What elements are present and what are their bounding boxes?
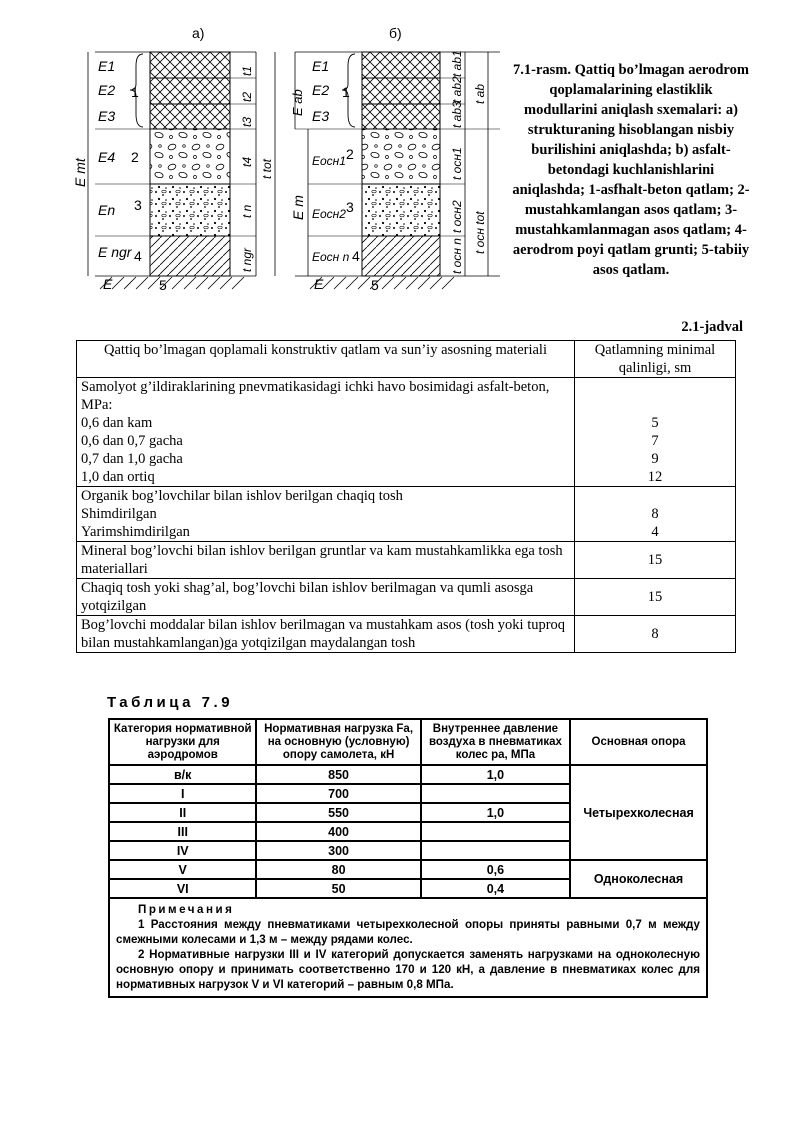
- row-value: 15: [575, 579, 736, 616]
- num-5: 5: [159, 277, 167, 293]
- cell-category: в/к: [109, 765, 256, 784]
- table2-notes: [108, 899, 708, 998]
- t-ab-total: t ab: [473, 83, 487, 104]
- scheme-b: [290, 50, 500, 293]
- table-header-row: [77, 341, 736, 378]
- row-text: Mineral bog’lovchi bilan ishlov berilgan gruntlar va kam mustahkamlikka ega tosh materiallari: [77, 542, 575, 579]
- header-material: Qattiq bo’lmagan qoplamali konstruktiv qatlam va sun’iy asosning materiali: [77, 341, 575, 378]
- cell-load: 300: [256, 841, 420, 860]
- e-layer-3: E3: [312, 108, 330, 124]
- e-layer-ngr: E ngr: [98, 244, 132, 260]
- cell-load: 400: [256, 822, 420, 841]
- row-text: Chaqiq tosh yoki shag’al, bog’lovchi bilan ishlov berilmagan va qumli asosga yotqizilgan: [77, 579, 575, 616]
- cell-category: I: [109, 784, 256, 803]
- row-value: 8: [575, 616, 736, 653]
- cell-category: V: [109, 860, 256, 879]
- table-row: [77, 616, 736, 653]
- table-row: [77, 378, 736, 487]
- table1: [76, 340, 736, 653]
- table2-title: Таблица 7.9: [107, 694, 234, 711]
- note-1: 1 Расстояния между пневматиками четырехколесной опоры приняты равными 0,7 м между смежными колесами и 1,3 м – между рядами колес.: [116, 918, 700, 946]
- header-pressure: Внутреннее давление воздуха в пневматиках колес pa, МПа: [421, 719, 570, 765]
- e-layer-2: E2: [98, 82, 116, 98]
- cell-pressure: 0,6: [421, 860, 570, 879]
- cell-pressure: [421, 841, 570, 860]
- support-four-wheel: Четырехколесная: [570, 765, 707, 860]
- cell-category: III: [109, 822, 256, 841]
- num-2: 2: [131, 149, 139, 165]
- num-4: 4: [352, 248, 360, 264]
- cell-category: IV: [109, 841, 256, 860]
- cell-load: 550: [256, 803, 420, 822]
- num-5: 5: [371, 277, 379, 293]
- note-2: 2 Нормативные нагрузки III и IV категорий допускается заменять нагрузками на одноколесную основную опору и принимать соответственно 170 и 120 кН, а давление в пневматиках колес для нормативных нагрузок V и VI категорий – равным 0,8 МПа.: [116, 948, 700, 991]
- t-osn-2: t осн2: [450, 200, 464, 233]
- num-4: 4: [134, 248, 142, 264]
- t-2: t2: [240, 91, 254, 102]
- row-text: 0,6 dan kam: [81, 415, 153, 431]
- row-text: Samolyot g’ildiraklarining pnevmatikasidagi ichki havo bosimidagi asfalt-beton, MPa:: [81, 379, 550, 413]
- notes-title: Примечания: [138, 903, 235, 916]
- row-text: 0,7 dan 1,0 gacha: [81, 451, 183, 467]
- e-ab-label: E ab: [290, 89, 305, 116]
- e-osn-1: Eосн1: [312, 154, 346, 168]
- row-value: 5: [651, 415, 659, 431]
- t-ab-1: t ab1: [450, 50, 464, 77]
- row-value: 8: [651, 506, 659, 522]
- e-osn-2: Eосн2: [312, 207, 346, 221]
- num-1: 1: [342, 84, 350, 100]
- row-text: 0,6 dan 0,7 gacha: [81, 433, 183, 449]
- header-support: Основная опора: [570, 719, 707, 765]
- row-text: 1,0 dan ortiq: [81, 469, 155, 485]
- t-ngr: t ngr: [240, 247, 254, 272]
- row-text: Organik bog’lovchilar bilan ishlov berilgan chaqiq tosh: [81, 488, 403, 504]
- num-2: 2: [346, 146, 354, 162]
- e-layer-1: E1: [312, 58, 330, 74]
- e-layer-n: En: [98, 202, 116, 218]
- e-layer-4: E4: [98, 149, 116, 165]
- row-text: Shimdirilgan: [81, 506, 157, 522]
- t-n: t n: [240, 204, 254, 218]
- table-header-row: [109, 719, 707, 765]
- table-row: [77, 579, 736, 616]
- header-load: Нормативная нагрузка Fa, на основную (условную) опору самолета, кН: [256, 719, 420, 765]
- cell-pressure: 1,0: [421, 765, 570, 784]
- e-osn-n: Eосн n: [312, 250, 350, 264]
- scheme-a: [72, 52, 275, 293]
- figure-caption: 7.1-rasm. Qattiq bo’lmagan aerodrom qoplamalarining elastiklik modullarini aniqlash sxemalari: a) strukturaning hisoblangan nisbiy burilishini aniqlashda; b) asfalt-betondagi kuchlanishlarini aniqlashda; 1-asfhalt-beton qatlam; 2-mustahkamlangan asos qatlam; 3- mustahkamlanmagan asos qatlam; 4-aerodrom poyi qatlam grunti; 5-tabiiy asos qatlam.: [512, 62, 750, 278]
- cell-category: II: [109, 803, 256, 822]
- t-ab-2: t ab2: [450, 76, 464, 103]
- e-layer-1: E1: [98, 58, 116, 74]
- label-a: а): [192, 25, 205, 41]
- t-ab-3: t ab3: [450, 101, 464, 128]
- table-row: [77, 542, 736, 579]
- table-row: [109, 860, 707, 879]
- t-osn-1: t осн1: [450, 147, 464, 180]
- cell-load: 80: [256, 860, 420, 879]
- row-value: 7: [651, 433, 659, 449]
- e-layer-3: E3: [98, 108, 116, 124]
- support-one-wheel: Одноколесная: [570, 860, 707, 898]
- row-value: 9: [651, 451, 659, 467]
- cell-load: 850: [256, 765, 420, 784]
- table-row: [77, 487, 736, 542]
- num-1: 1: [131, 84, 139, 100]
- row-text: Bog’lovchi moddalar bilan ishlov berilmagan va mustahkam asos (tosh yoki tuproq bilan mustahkamlangan)ga yotqizilgan maydalangan tosh: [77, 616, 575, 653]
- cell-load: 700: [256, 784, 420, 803]
- num-3: 3: [346, 199, 354, 215]
- t-osn-n: t осн n: [450, 238, 464, 274]
- cell-load: 50: [256, 879, 420, 898]
- e-base: E: [314, 276, 324, 292]
- t-tot: t tot: [260, 158, 274, 179]
- label-b: б): [389, 25, 402, 41]
- e-m-label: E m: [290, 195, 306, 220]
- t-4: t4: [240, 156, 254, 167]
- t-3: t3: [240, 116, 254, 127]
- layer-scheme-figure: [70, 22, 510, 322]
- table-row: [109, 765, 707, 784]
- header-category: Категория нормативной нагрузки для аэродромов: [109, 719, 256, 765]
- table1-number: 2.1-jadval: [681, 319, 743, 335]
- t-osn-total: t осн tot: [473, 211, 487, 254]
- row-value: 4: [651, 524, 659, 540]
- cell-pressure: 0,4: [421, 879, 570, 898]
- e-layer-2: E2: [312, 82, 330, 98]
- e-base: E: [103, 276, 113, 292]
- cell-category: VI: [109, 879, 256, 898]
- e-mt-label: E mt: [72, 158, 88, 187]
- cell-pressure: 1,0: [421, 803, 570, 822]
- row-value: 15: [575, 542, 736, 579]
- header-thickness: Qatlamning minimal qalinligi, sm: [575, 341, 736, 378]
- cell-pressure: [421, 784, 570, 803]
- num-3: 3: [134, 197, 142, 213]
- t-1: t1: [240, 65, 254, 76]
- row-text: Yarimshimdirilgan: [81, 524, 190, 540]
- row-value: 12: [647, 469, 663, 485]
- cell-pressure: [421, 822, 570, 841]
- table2: [108, 718, 708, 998]
